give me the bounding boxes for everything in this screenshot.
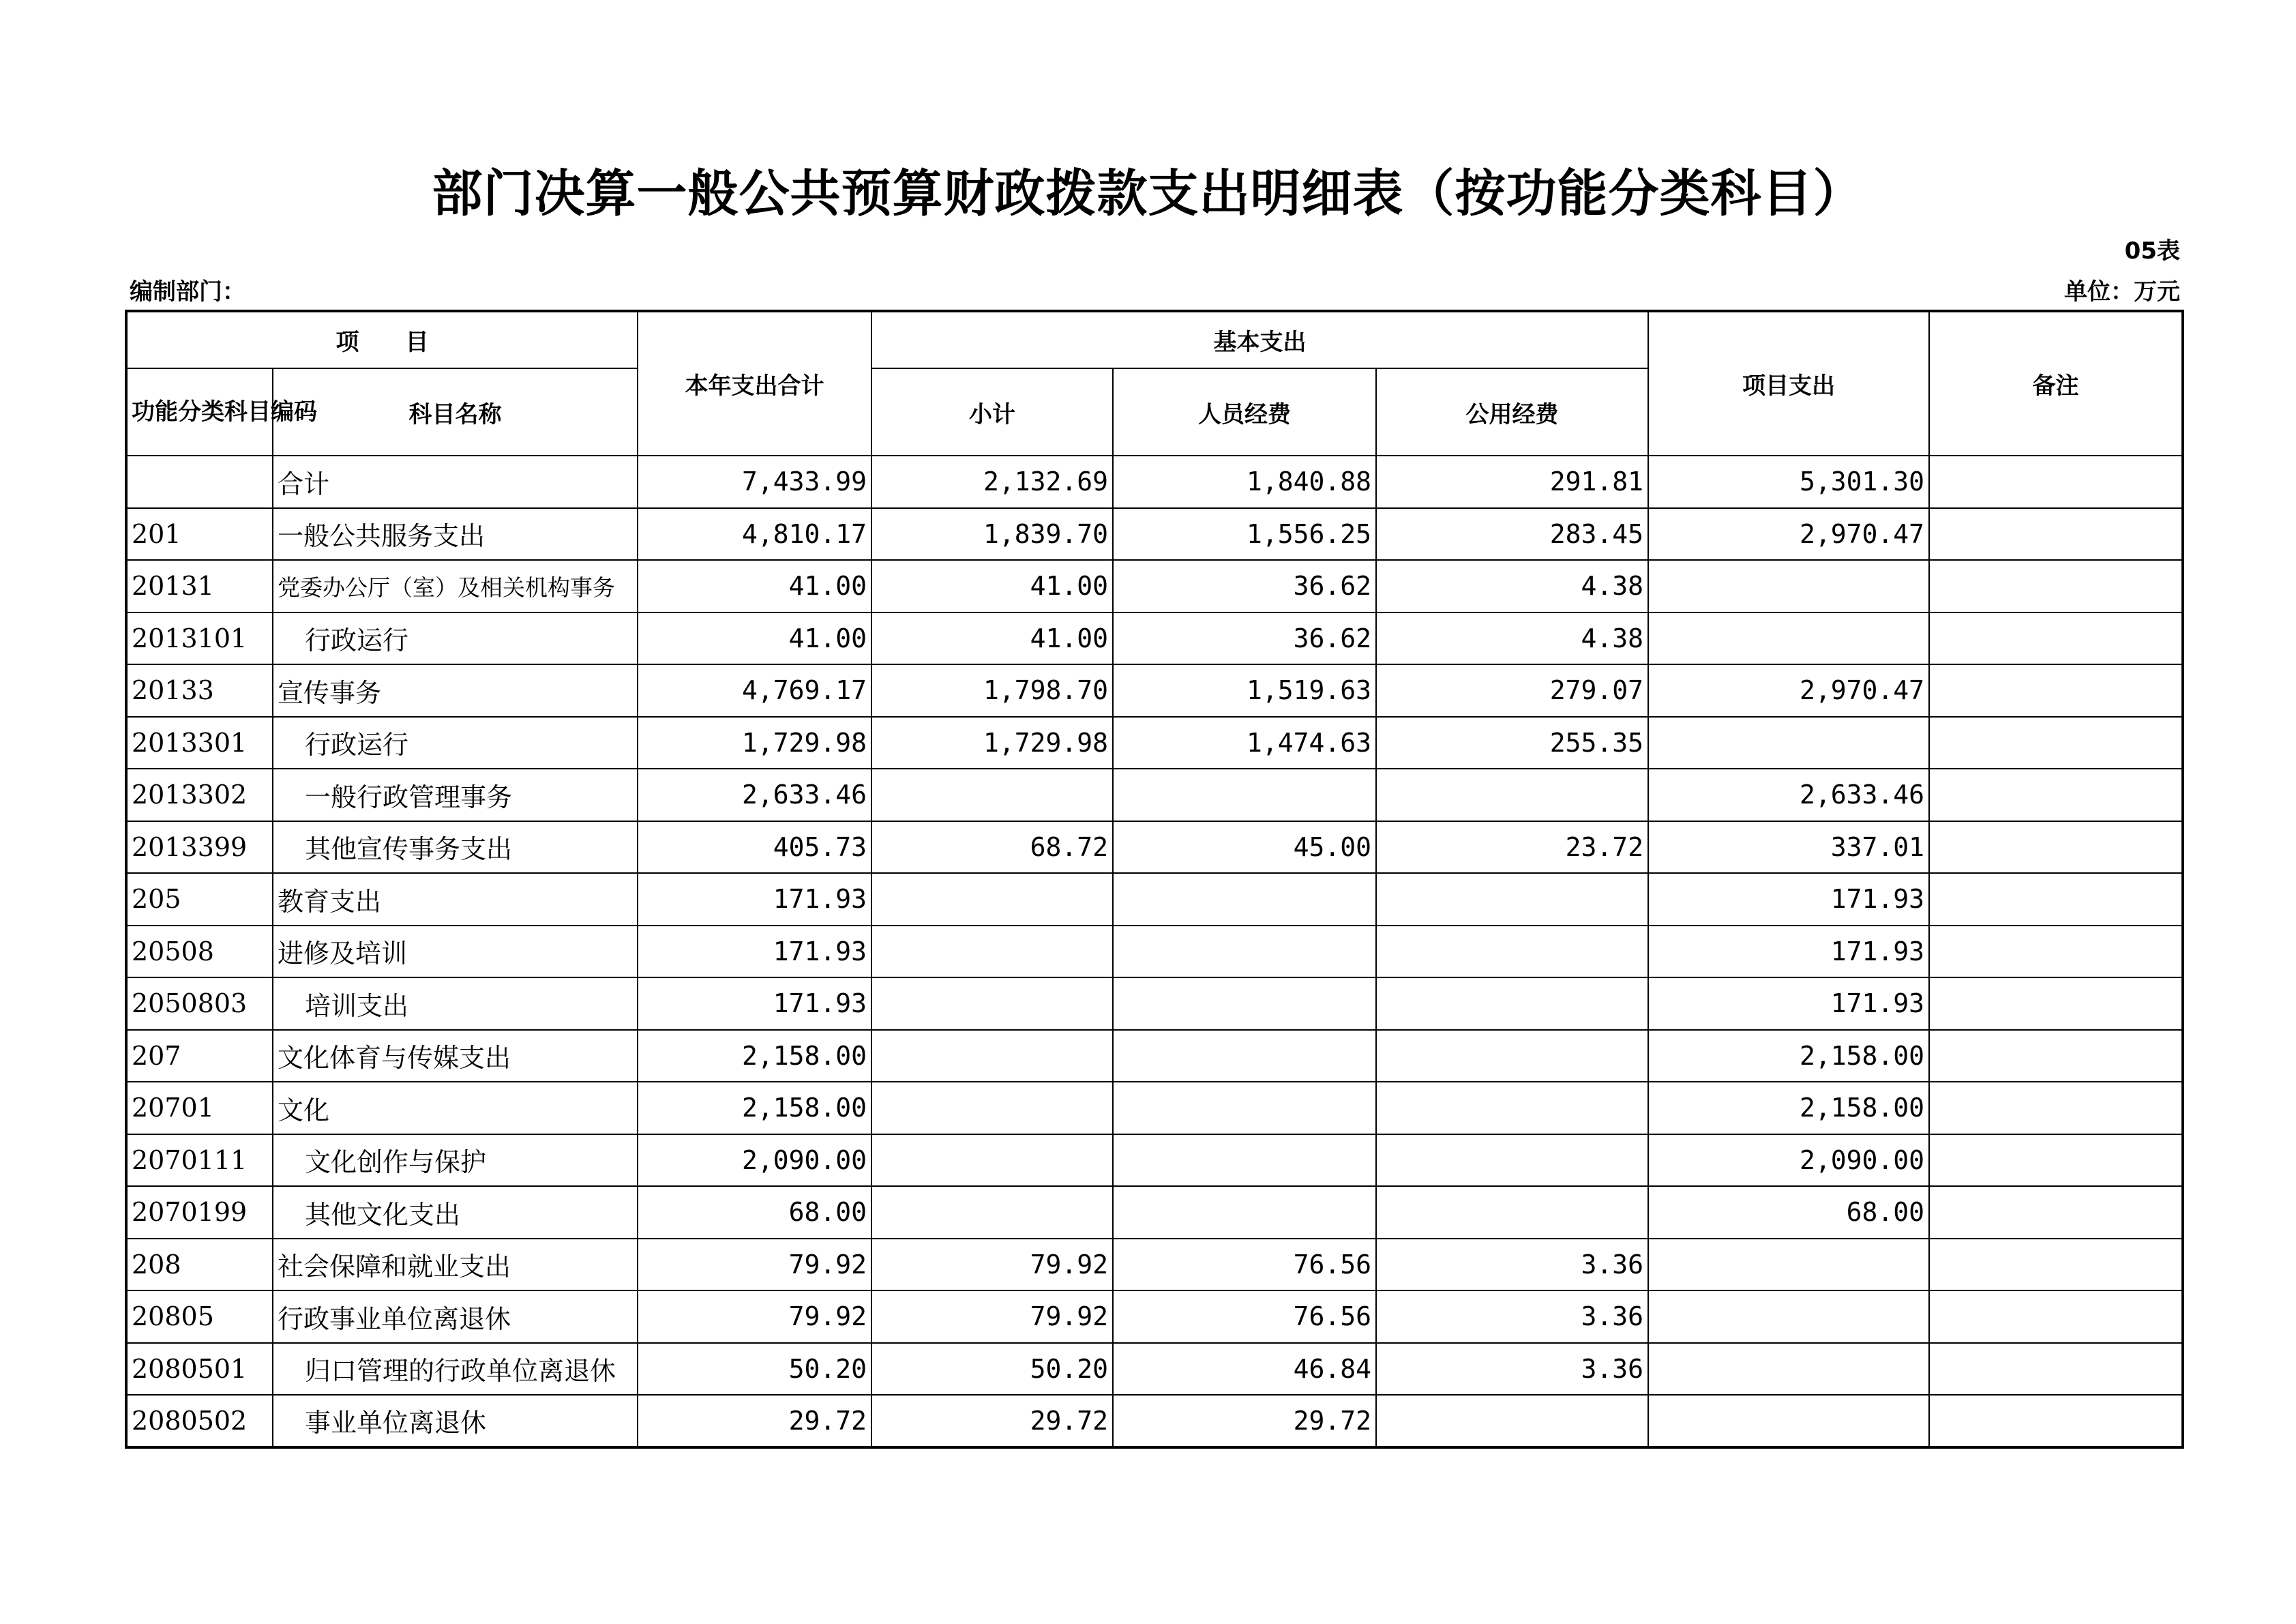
cell-total: 79.92: [638, 1239, 871, 1291]
cell-note: [1929, 977, 2183, 1030]
table-row: [126, 1030, 2183, 1082]
cell-public: [1376, 769, 1648, 821]
cell-subtotal: [871, 1134, 1113, 1187]
cell-public: 255.35: [1376, 717, 1648, 769]
header-staff: 人员经费: [1113, 368, 1376, 456]
header-basic: 基本支出: [871, 311, 1648, 368]
cell-code: 2070111: [126, 1134, 273, 1187]
cell-public: [1376, 1134, 1648, 1187]
cell-project: [1648, 1395, 1929, 1447]
header-project-expenditure: 项目支出: [1648, 311, 1929, 456]
cell-total: 171.93: [638, 926, 871, 978]
cell-total: 41.00: [638, 560, 871, 612]
cell-subtotal: [871, 1186, 1113, 1239]
cell-project: 2,970.47: [1648, 508, 1929, 561]
cell-total: 2,633.46: [638, 769, 871, 821]
table-row: [126, 1343, 2183, 1396]
table-row: [126, 560, 2183, 612]
cell-project: [1648, 717, 1929, 769]
cell-project: 2,090.00: [1648, 1134, 1929, 1187]
cell-total: 7,433.99: [638, 456, 871, 508]
cell-public: 279.07: [1376, 664, 1648, 717]
cell-note: [1929, 1082, 2183, 1134]
cell-total: 171.93: [638, 873, 871, 926]
cell-note: [1929, 1290, 2183, 1343]
cell-total: 41.00: [638, 612, 871, 665]
cell-code: 2080502: [126, 1395, 273, 1447]
cell-note: [1929, 717, 2183, 769]
department-label: 编制部门：: [130, 278, 245, 306]
cell-name: 一般行政管理事务: [273, 769, 638, 821]
cell-public: 3.36: [1376, 1290, 1648, 1343]
cell-public: [1376, 873, 1648, 926]
cell-note: [1929, 1030, 2183, 1082]
cell-total: 1,729.98: [638, 717, 871, 769]
cell-name: 文化体育与传媒支出: [273, 1030, 638, 1082]
table-row: [126, 873, 2183, 926]
table-row: [126, 717, 2183, 769]
cell-total: 2,158.00: [638, 1030, 871, 1082]
cell-public: [1376, 1030, 1648, 1082]
cell-name: 文化: [273, 1082, 638, 1134]
form-number: 05表: [2124, 237, 2180, 265]
cell-project: [1648, 1239, 1929, 1291]
cell-total: 50.20: [638, 1343, 871, 1396]
cell-subtotal: [871, 1082, 1113, 1134]
header-note: 备注: [1929, 311, 2183, 456]
cell-name: 教育支出: [273, 873, 638, 926]
table-row: [126, 664, 2183, 717]
cell-code: 205: [126, 873, 273, 926]
table-row: [126, 1134, 2183, 1187]
cell-subtotal: 50.20: [871, 1343, 1113, 1396]
cell-name: 进修及培训: [273, 926, 638, 978]
cell-code: 2050803: [126, 977, 273, 1030]
cell-note: [1929, 456, 2183, 508]
cell-name: 社会保障和就业支出: [273, 1239, 638, 1291]
cell-subtotal: 79.92: [871, 1239, 1113, 1291]
cell-project: [1648, 560, 1929, 612]
cell-public: 3.36: [1376, 1343, 1648, 1396]
cell-public: 4.38: [1376, 612, 1648, 665]
cell-staff: 29.72: [1113, 1395, 1376, 1447]
cell-subtotal: [871, 769, 1113, 821]
cell-code: 2013399: [126, 821, 273, 874]
cell-name: 归口管理的行政单位离退休: [273, 1343, 638, 1396]
cell-total: 29.72: [638, 1395, 871, 1447]
cell-total: 405.73: [638, 821, 871, 874]
cell-staff: 1,556.25: [1113, 508, 1376, 561]
cell-note: [1929, 1239, 2183, 1291]
cell-note: [1929, 1343, 2183, 1396]
cell-note: [1929, 821, 2183, 874]
table-row: [126, 1290, 2183, 1343]
cell-project: [1648, 612, 1929, 665]
cell-total: 4,810.17: [638, 508, 871, 561]
cell-name: 培训支出: [273, 977, 638, 1030]
cell-staff: [1113, 1186, 1376, 1239]
cell-name: 行政运行: [273, 717, 638, 769]
cell-project: 337.01: [1648, 821, 1929, 874]
cell-staff: 1,519.63: [1113, 664, 1376, 717]
cell-project: 2,633.46: [1648, 769, 1929, 821]
table-row: [126, 769, 2183, 821]
cell-code: 2070199: [126, 1186, 273, 1239]
header-name: 科目名称: [273, 368, 638, 456]
cell-staff: 45.00: [1113, 821, 1376, 874]
cell-project: 171.93: [1648, 873, 1929, 926]
cell-note: [1929, 664, 2183, 717]
cell-project: [1648, 1290, 1929, 1343]
table-row: [126, 1082, 2183, 1134]
cell-public: [1376, 977, 1648, 1030]
cell-public: 4.38: [1376, 560, 1648, 612]
header-total: 本年支出合计: [638, 311, 871, 456]
table-row: [126, 926, 2183, 978]
cell-staff: [1113, 977, 1376, 1030]
cell-code: 20508: [126, 926, 273, 978]
cell-code: [126, 456, 273, 508]
cell-subtotal: [871, 977, 1113, 1030]
cell-project: 171.93: [1648, 977, 1929, 1030]
cell-public: [1376, 1395, 1648, 1447]
cell-total: 68.00: [638, 1186, 871, 1239]
cell-staff: 76.56: [1113, 1239, 1376, 1291]
cell-name: 行政运行: [273, 612, 638, 665]
cell-subtotal: 41.00: [871, 560, 1113, 612]
cell-note: [1929, 1134, 2183, 1187]
cell-name: 事业单位离退休: [273, 1395, 638, 1447]
cell-note: [1929, 873, 2183, 926]
cell-public: [1376, 1082, 1648, 1134]
table-row: [126, 1239, 2183, 1291]
cell-total: 2,158.00: [638, 1082, 871, 1134]
cell-name: 行政事业单位离退休: [273, 1290, 638, 1343]
cell-public: [1376, 926, 1648, 978]
cell-project: [1648, 1343, 1929, 1396]
cell-total: 4,769.17: [638, 664, 871, 717]
cell-name: 一般公共服务支出: [273, 508, 638, 561]
table-row: [126, 1186, 2183, 1239]
cell-code: 2080501: [126, 1343, 273, 1396]
cell-code: 20701: [126, 1082, 273, 1134]
cell-staff: [1113, 926, 1376, 978]
cell-subtotal: 41.00: [871, 612, 1113, 665]
cell-code: 207: [126, 1030, 273, 1082]
cell-staff: [1113, 873, 1376, 926]
table-row: [126, 1395, 2183, 1447]
cell-code: 2013301: [126, 717, 273, 769]
table-row: [126, 508, 2183, 561]
cell-public: 283.45: [1376, 508, 1648, 561]
cell-total: 171.93: [638, 977, 871, 1030]
cell-note: [1929, 926, 2183, 978]
cell-project: 2,158.00: [1648, 1030, 1929, 1082]
cell-code: 20805: [126, 1290, 273, 1343]
cell-staff: [1113, 769, 1376, 821]
cell-staff: 1,474.63: [1113, 717, 1376, 769]
header-code: 功能分类科目编码: [126, 368, 273, 456]
table-row: [126, 821, 2183, 874]
cell-subtotal: [871, 926, 1113, 978]
cell-total: 2,090.00: [638, 1134, 871, 1187]
cell-name: 其他文化支出: [273, 1186, 638, 1239]
expenditure-table: [125, 310, 2184, 1449]
cell-project: 5,301.30: [1648, 456, 1929, 508]
cell-code: 2013302: [126, 769, 273, 821]
cell-code: 201: [126, 508, 273, 561]
cell-code: 20133: [126, 664, 273, 717]
cell-staff: 1,840.88: [1113, 456, 1376, 508]
cell-subtotal: 68.72: [871, 821, 1113, 874]
cell-staff: 46.84: [1113, 1343, 1376, 1396]
cell-subtotal: [871, 1030, 1113, 1082]
table-body: [126, 456, 2183, 1447]
cell-staff: [1113, 1082, 1376, 1134]
table-row: [126, 977, 2183, 1030]
cell-public: [1376, 1186, 1648, 1239]
unit-label: 单位：万元: [2064, 278, 2180, 306]
header-project: 项 目: [126, 311, 638, 368]
cell-staff: 76.56: [1113, 1290, 1376, 1343]
cell-note: [1929, 1395, 2183, 1447]
cell-project: 68.00: [1648, 1186, 1929, 1239]
cell-code: 208: [126, 1239, 273, 1291]
cell-public: 3.36: [1376, 1239, 1648, 1291]
cell-subtotal: 1,729.98: [871, 717, 1113, 769]
header-public: 公用经费: [1376, 368, 1648, 456]
cell-total: 79.92: [638, 1290, 871, 1343]
cell-staff: 36.62: [1113, 560, 1376, 612]
cell-subtotal: 1,798.70: [871, 664, 1113, 717]
cell-subtotal: 1,839.70: [871, 508, 1113, 561]
cell-public: 291.81: [1376, 456, 1648, 508]
cell-note: [1929, 612, 2183, 665]
cell-note: [1929, 508, 2183, 561]
cell-subtotal: [871, 873, 1113, 926]
cell-code: 2013101: [126, 612, 273, 665]
table-row: [126, 456, 2183, 508]
cell-project: 2,158.00: [1648, 1082, 1929, 1134]
cell-subtotal: 79.92: [871, 1290, 1113, 1343]
cell-staff: [1113, 1030, 1376, 1082]
cell-project: 2,970.47: [1648, 664, 1929, 717]
cell-project: 171.93: [1648, 926, 1929, 978]
cell-staff: 36.62: [1113, 612, 1376, 665]
page-title: 部门决算一般公共预算财政拨款支出明细表（按功能分类科目）: [432, 164, 1864, 223]
cell-name: 合计: [273, 456, 638, 508]
cell-note: [1929, 769, 2183, 821]
cell-subtotal: 2,132.69: [871, 456, 1113, 508]
cell-subtotal: 29.72: [871, 1395, 1113, 1447]
cell-name: 文化创作与保护: [273, 1134, 638, 1187]
cell-staff: [1113, 1134, 1376, 1187]
cell-note: [1929, 1186, 2183, 1239]
cell-name: 宣传事务: [273, 664, 638, 717]
table-row: [126, 612, 2183, 665]
cell-name: 其他宣传事务支出: [273, 821, 638, 874]
cell-name: 党委办公厅（室）及相关机构事务: [273, 560, 638, 612]
cell-public: 23.72: [1376, 821, 1648, 874]
cell-code: 20131: [126, 560, 273, 612]
header-subtotal: 小计: [871, 368, 1113, 456]
cell-note: [1929, 560, 2183, 612]
